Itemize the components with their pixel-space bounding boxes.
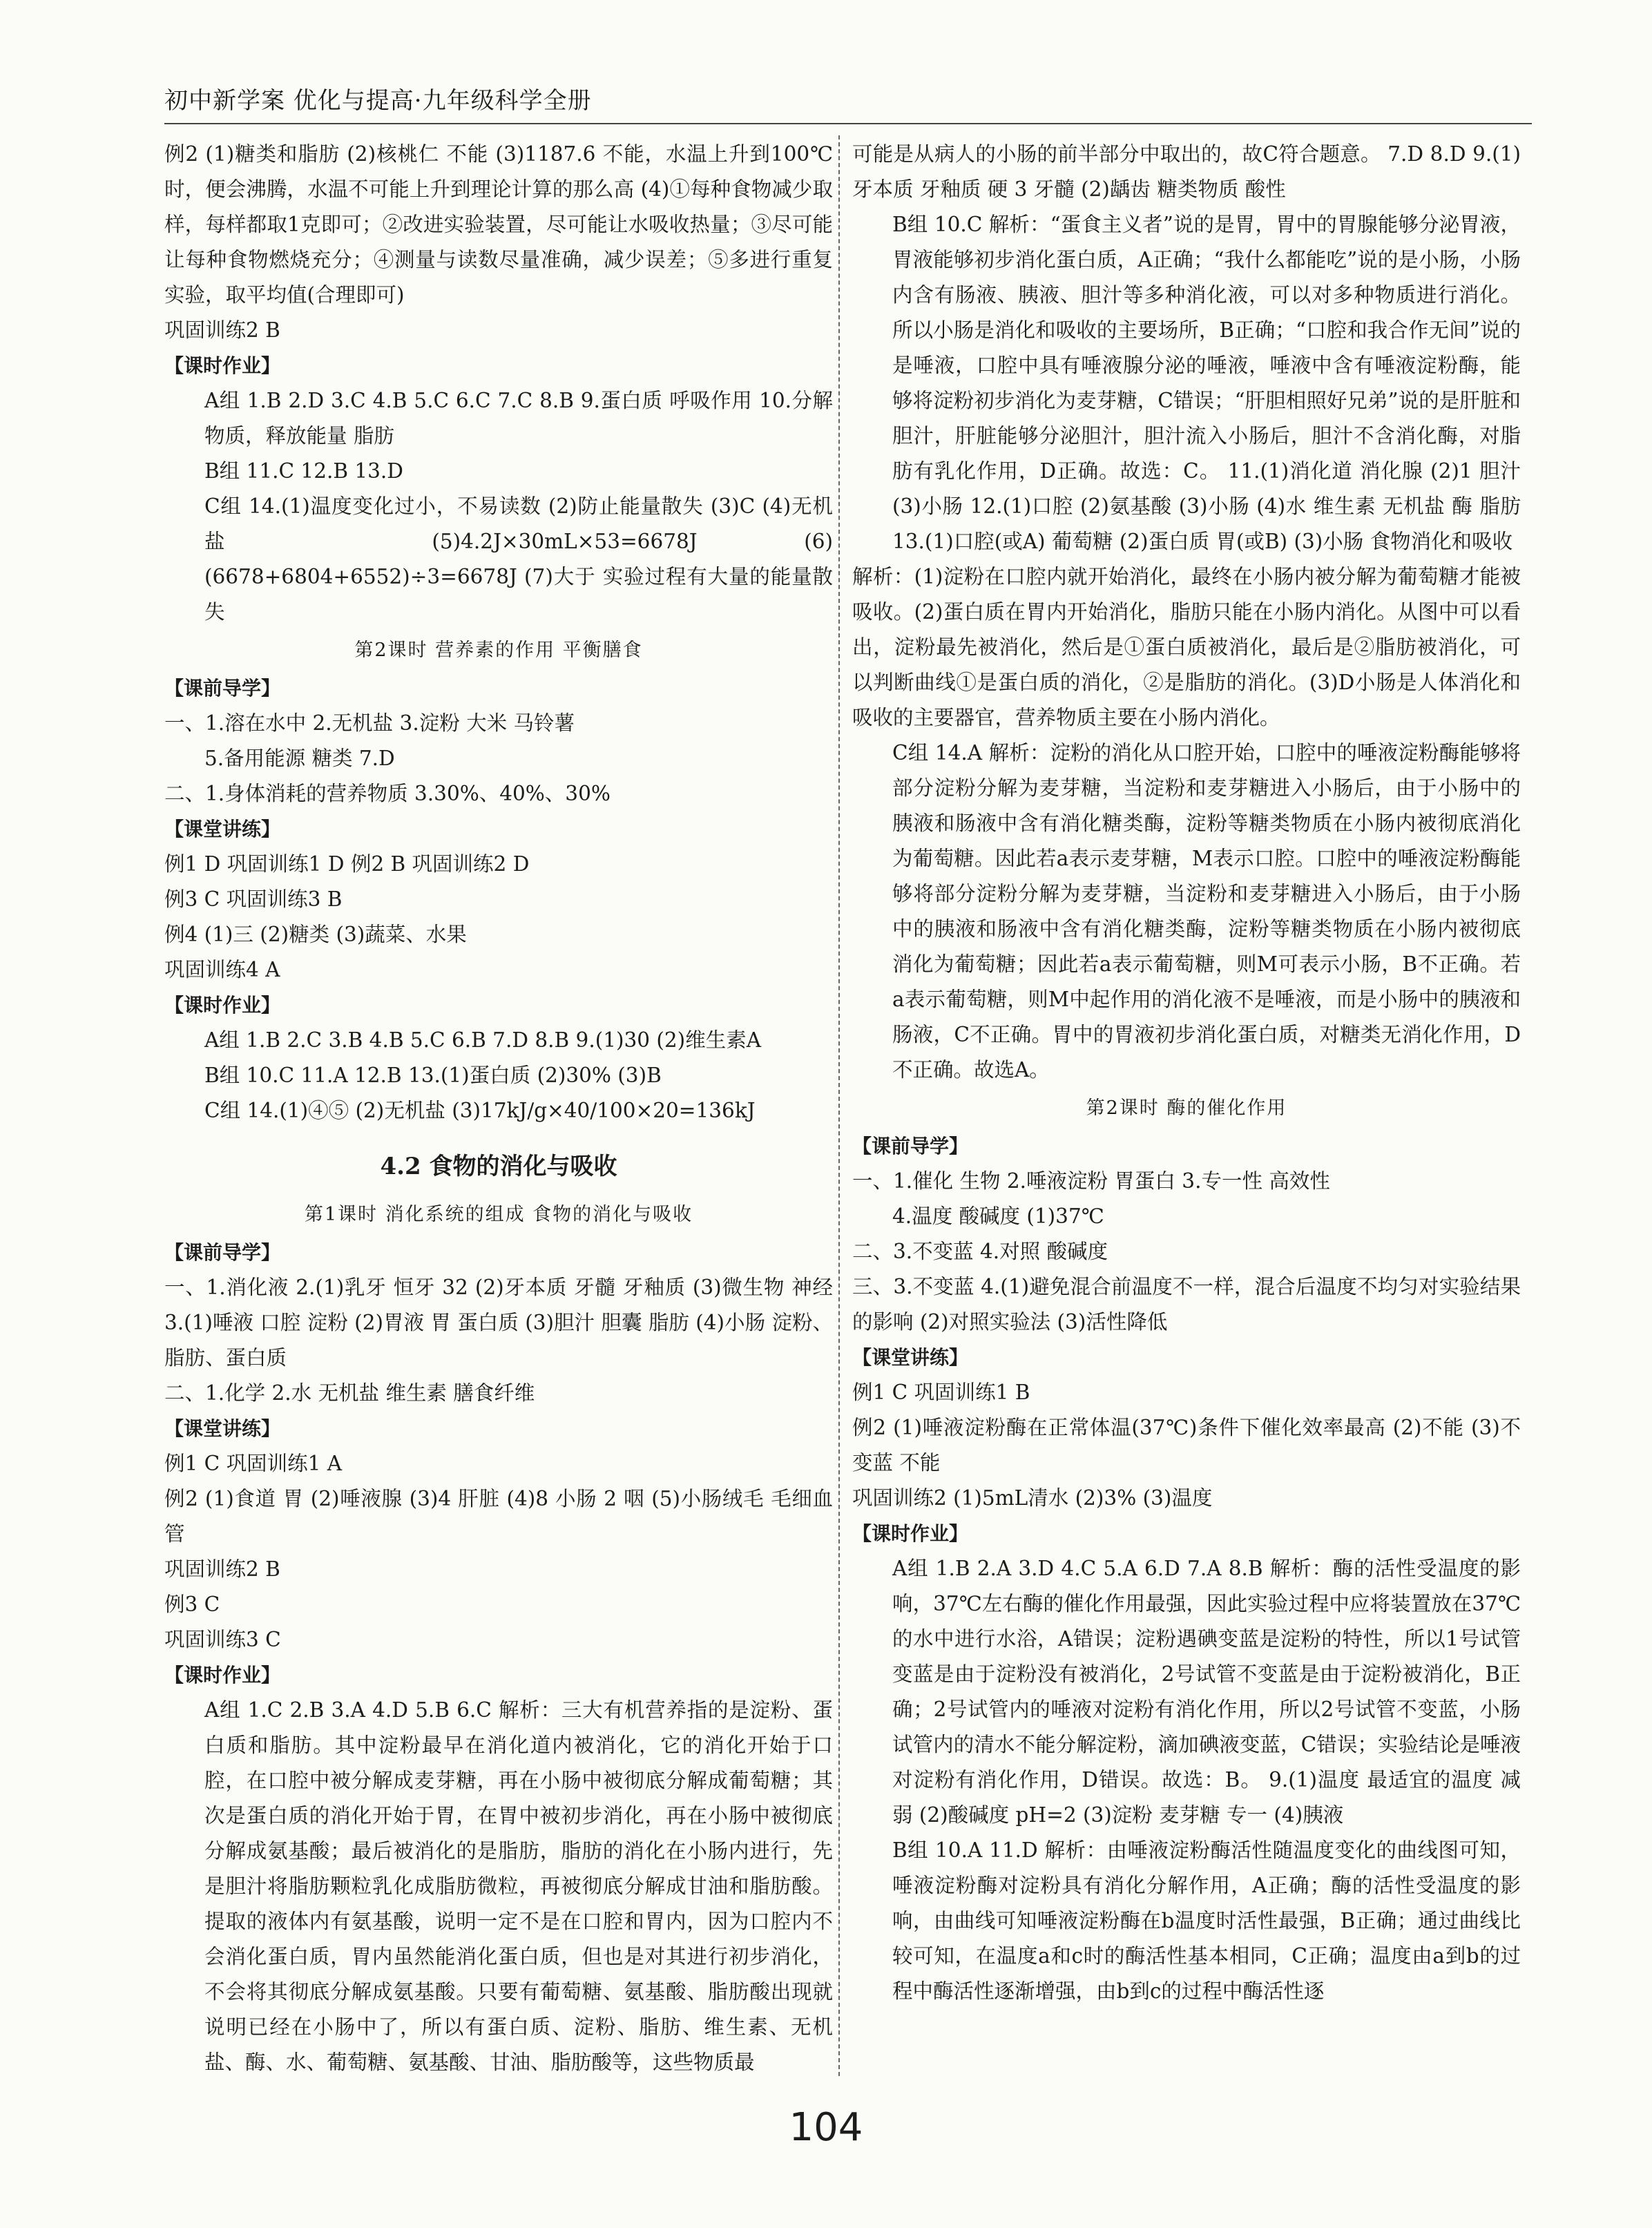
right-block-12: 例2 (1)唾液淀粉酶在正常体温(37℃)条件下催化效率最高 (2)不能 (3)不变蓝 不能: [852, 1416, 1521, 1475]
left-block-7: 【课前导学】: [164, 677, 281, 700]
left-block-30: 巩固训练3 C: [164, 1628, 281, 1651]
left-block-23: 一、1.消化液 2.(1)乳牙 恒牙 32 (2)牙本质 牙髓 牙釉质 (3)微生物 神经 3.(1)唾液 口腔 淀粉 (2)胃液 胃 蛋白质 (3)胆汁 胆囊 脂肪 (4)小肠 淀粉、脂肪、蛋白质: [164, 1276, 833, 1370]
right-block-5: 【课前导学】: [852, 1135, 969, 1158]
right-block-0: 可能是从病人的小肠的前半部分中取出的，故C符合题意。 7.D 8.D 9.(1)牙本质 牙釉质 硬 3 牙髓 (2)龋齿 糖类物质 酸性: [852, 142, 1521, 201]
left-block-11: 【课堂讲练】: [164, 818, 281, 841]
left-block-20: 4.2 食物的消化与吸收: [380, 1153, 617, 1180]
left-block-15: 巩固训练4 A: [164, 958, 280, 981]
right-block-9: 三、3.不变蓝 4.(1)避免混合前温度不一样，混合后温度不均匀对实验结果的影响 (2)对照实验法 (3)活性降低: [852, 1275, 1521, 1334]
left-column: [164, 137, 833, 2080]
left-block-5: C组 14.(1)温度变化过小，不易读数 (2)防止能量散失 (3)C (4)无机盐 (5)4.2J×30mL×53=6678J (6)(6678+6804+6552)÷3=6678J (7)大于 实验过程有大量的能量散失: [204, 494, 833, 624]
left-block-31: 【课时作业】: [164, 1664, 281, 1687]
right-block-11: 例1 C 巩固训练1 B: [852, 1381, 1030, 1404]
right-block-4: 第2课时 酶的催化作用: [1086, 1097, 1287, 1119]
right-block-1: B组 10.C 解析：“蛋食主义者”说的是胃，胃中的胃腺能够分泌胃液，胃液能够初步消化蛋白质，A正确；“我什么都能吃”说的是小肠，小肠内含有肠液、胰液、胆汁等多种消化液，可以对多种物质进行消化。所以小肠是消化和吸收的主要场所，B正确；“口腔和我合作无间”说的是唾液，口腔中具有唾液腺分泌的唾液，唾液中含有唾液淀粉酶，能够将淀粉初步消化为麦芽糖，C错误；“肝胆相照好兄弟”说的是肝脏和胆汁，肝脏能够分泌胆汁，胆汁流入小肠后，胆汁不含消化酶，对脂肪有乳化作用，D正确。故选：C。 11.(1)消化道 消化腺 (2)1 胆汁 (3)小肠 12.(1)口腔 (2)氨基酸 (3)小肠 (4)水 维生素 无机盐 酶 脂肪 13.(1)口腔(或A) 葡萄糖 (2)蛋白质 胃(或B) (3)小肠 食物消化和吸收: [892, 213, 1521, 553]
page-number: 104: [789, 2105, 863, 2150]
left-block-8: 一、1.溶在水中 2.无机盐 3.淀粉 大米 马铃薯: [164, 711, 575, 735]
left-block-28: 巩固训练2 B: [164, 1557, 280, 1581]
right-block-2: 解析：(1)淀粉在口腔内就开始消化，最终在小肠内被分解为葡萄糖才能被吸收。(2)蛋白质在胃内开始消化，脂肪只能在小肠内消化。从图中可以看出，淀粉最先被消化，然后是①蛋白质被消化，最后是②脂肪被消化，可以判断曲线①是蛋白质的消化，②是脂肪的消化。(3)D小肠是人体消化和吸收的主要器官，营养物质主要在小肠内消化。: [852, 565, 1521, 729]
left-block-13: 例3 C 巩固训练3 B: [164, 887, 343, 911]
left-block-24: 二、1.化学 2.水 无机盐 维生素 膳食纤维: [164, 1381, 535, 1405]
left-block-14: 例4 (1)三 (2)糖类 (3)蔬菜、水果: [164, 923, 467, 946]
left-block-10: 二、1.身体消耗的营养物质 3.30%、40%、30%: [164, 782, 611, 805]
left-block-4: B组 11.C 12.B 13.D: [204, 459, 403, 483]
left-block-9: 5.备用能源 糖类 7.D: [204, 747, 395, 770]
right-block-14: 【课时作业】: [852, 1522, 969, 1545]
left-block-22: 【课前导学】: [164, 1241, 281, 1264]
right-block-3: C组 14.A 解析：淀粉的消化从口腔开始，口腔中的唾液淀粉酶能够将部分淀粉分解为麦芽糖，当淀粉和麦芽糖进入小肠后，由于小肠中的胰液和肠液中含有消化糖类酶，淀粉等糖类物质在小肠内被彻底消化为葡萄糖。因此若a表示麦芽糖，M表示口腔。口腔中的唾液淀粉酶能够将部分淀粉分解为麦芽糖，当淀粉和麦芽糖进入小肠后，由于小肠中的胰液和肠液中含有消化糖类酶，淀粉等糖类物质在小肠内被彻底消化为葡萄糖；因此若a表示葡萄糖，则M可表示小肠，B不正确。若a表示葡萄糖，则M中起作用的消化液不是唾液，而是小肠中的胰液和肠液，C不正确。胃中的胃液初步消化蛋白质，对糖类无消化作用，D不正确。故选A。: [892, 741, 1521, 1082]
left-block-26: 例1 C 巩固训练1 A: [164, 1452, 343, 1475]
left-block-18: B组 10.C 11.A 12.B 13.(1)蛋白质 (2)30% (3)B: [204, 1064, 662, 1087]
left-block-32: A组 1.C 2.B 3.A 4.D 5.B 6.C 解析：三大有机营养指的是淀粉、蛋白质和脂肪。其中淀粉最早在消化道内被消化，它的消化开始于口腔，在口腔中被分解成麦芽糖，再在小肠中被彻底分解成葡萄糖；其次是蛋白质的消化开始于胃，在胃中被初步消化，再在小肠中被彻底分解成氨基酸；最后被消化的是脂肪，脂肪的消化在小肠内进行，先是胆汁将脂肪颗粒乳化成脂肪微粒，再被彻底分解成甘油和脂肪酸。提取的液体内有氨基酸，说明一定不是在口腔和胃内，因为口腔内不会消化蛋白质，胃内虽然能消化蛋白质，但也是对其进行初步消化，不会将其彻底分解成氨基酸。只要有葡萄糖、氨基酸、脂肪酸出现就说明已经在小肠中了，所以有蛋白质、淀粉、脂肪、维生素、无机盐、酶、水、葡萄糖、氨基酸、甘油、脂肪酸等，这些物质最: [204, 1698, 833, 2074]
right-block-6: 一、1.催化 生物 2.唾液淀粉 胃蛋白 3.专一性 高效性: [852, 1169, 1330, 1193]
right-block-10: 【课堂讲练】: [852, 1346, 969, 1369]
left-block-19: C组 14.(1)④⑤ (2)无机盐 (3)17kJ/g×40/100×20=136kJ: [204, 1099, 756, 1122]
running-header: 初中新学案 优化与提高·九年级科学全册: [164, 87, 592, 115]
left-block-12: 例1 D 巩固训练1 D 例2 B 巩固训练2 D: [164, 852, 530, 876]
left-block-1: 巩固训练2 B: [164, 318, 280, 342]
left-block-0: 例2 (1)糖类和脂肪 (2)核桃仁 不能 (3)1187.6 不能，水温上升到100℃时，便会沸腾，水温不可能上升到理论计算的那么高 (4)①每种食物减少取样，每样都取1克即可；②改进实验装置，尽可能让水吸收热量；③尽可能让每种食物燃烧充分；④测量与读数尽量准确，减少误差；⑤多进行重复实验，取平均值(合理即可): [164, 142, 833, 307]
left-block-29: 例3 C: [164, 1593, 220, 1616]
left-block-3: A组 1.B 2.D 3.C 4.B 5.C 6.C 7.C 8.B 9.蛋白质 呼吸作用 10.分解物质，释放能量 脂肪: [204, 389, 833, 448]
column-divider: [838, 135, 840, 2076]
left-block-2: 【课时作业】: [164, 354, 281, 377]
left-block-16: 【课时作业】: [164, 994, 281, 1017]
right-block-15: A组 1.B 2.A 3.D 4.C 5.A 6.D 7.A 8.B 解析：酶的活性受温度的影响，37℃左右酶的催化作用最强，因此实验过程中应将装置放在37℃的水中进行水浴，A错误；淀粉遇碘变蓝是淀粉的特性，所以1号试管变蓝是由于淀粉没有被消化，2号试管不变蓝是由于淀粉被消化，B正确；2号试管内的唾液对淀粉有消化作用，所以2号试管不变蓝，小肠试管内的清水不能分解淀粉，滴加碘液变蓝，C错误；实验结论是唾液对淀粉有消化作用，D错误。故选：B。 9.(1)温度 最适宜的温度 减弱 (2)酸碱度 pH=2 (3)淀粉 麦芽糖 专一 (4)胰液: [892, 1557, 1521, 1827]
right-block-7: 4.温度 酸碱度 (1)37℃: [892, 1204, 1104, 1228]
right-block-8: 二、3.不变蓝 4.对照 酸碱度: [852, 1240, 1108, 1263]
left-block-21: 第1课时 消化系统的组成 食物的消化与吸收: [304, 1204, 693, 1225]
right-block-13: 巩固训练2 (1)5mL清水 (2)3% (3)温度: [852, 1486, 1213, 1510]
left-block-27: 例2 (1)食道 胃 (2)唾液腺 (3)4 肝脏 (4)8 小肠 2 咽 (5)小肠绒毛 毛细血管: [164, 1487, 833, 1546]
left-block-25: 【课堂讲练】: [164, 1417, 281, 1440]
header-rule: [164, 123, 1532, 124]
left-block-6: 第2课时 营养素的作用 平衡膳食: [354, 640, 643, 661]
right-column: [852, 137, 1521, 2009]
right-block-16: B组 10.A 11.D 解析：由唾液淀粉酶活性随温度变化的曲线图可知，唾液淀粉酶对淀粉具有消化分解作用，A正确；酶的活性受温度的影响，由曲线可知唾液淀粉酶在b温度时活性最强，B正确；通过曲线比较可知，在温度a和c时的酶活性基本相同，C正确；温度由a到b的过程中酶活性逐渐增强，由b到c的过程中酶活性逐: [892, 1838, 1521, 2003]
left-block-17: A组 1.B 2.C 3.B 4.B 5.C 6.B 7.D 8.B 9.(1)30 (2)维生素A: [204, 1028, 761, 1052]
